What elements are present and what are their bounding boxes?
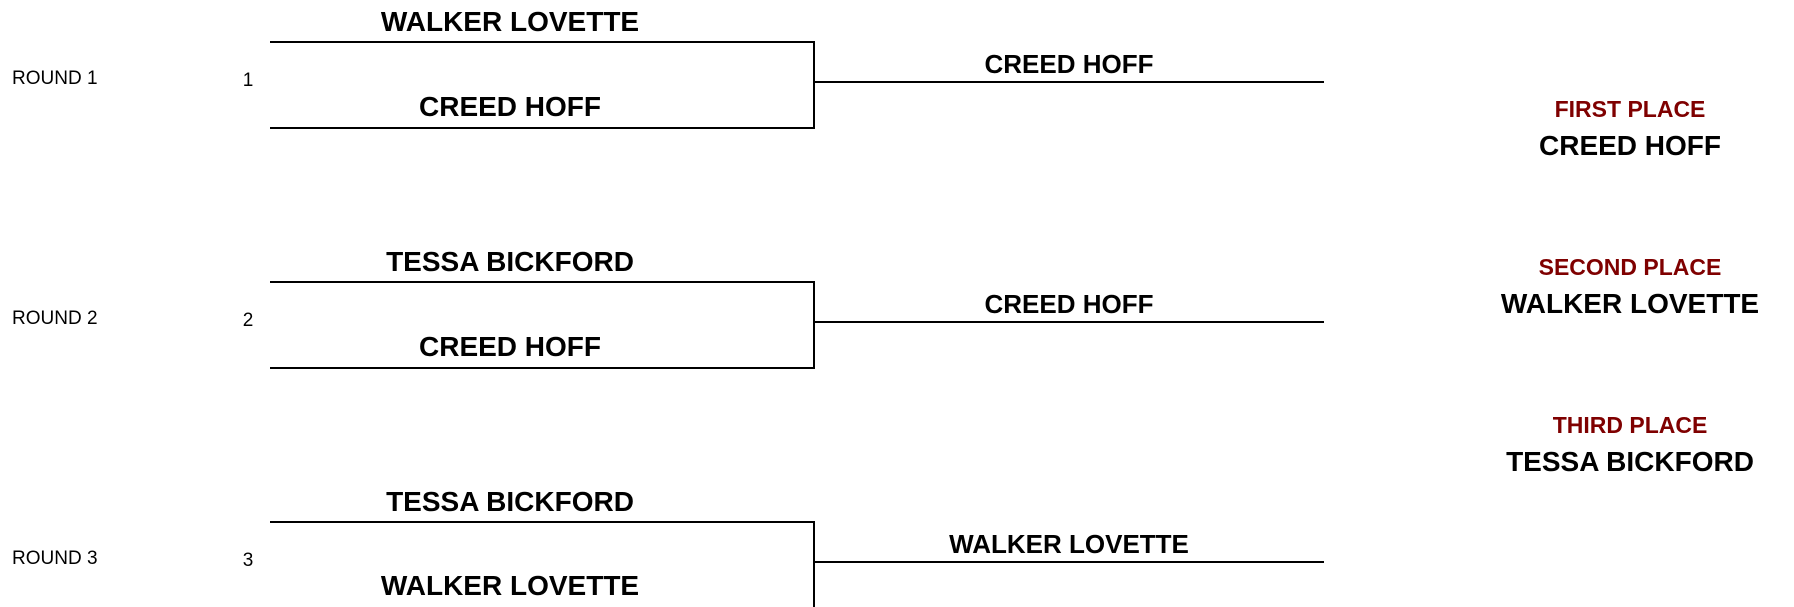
- competitor-bottom-name: WALKER LOVETTE: [380, 570, 640, 601]
- bracket-line-bottom: [270, 127, 814, 129]
- bracket-line-winner: [814, 321, 1324, 323]
- bracket-line-winner: [814, 561, 1324, 563]
- third-place-title: THIRD PLACE: [1552, 412, 1708, 438]
- round-label: ROUND 2: [12, 308, 98, 329]
- second-place-title: SECOND PLACE: [1538, 254, 1722, 280]
- bracket-line-top: [270, 521, 814, 523]
- round-winner-name: CREED HOFF: [984, 49, 1154, 79]
- match-number: 2: [242, 310, 254, 331]
- match-number: 1: [242, 70, 254, 91]
- round-winner-name: WALKER LOVETTE: [949, 529, 1189, 559]
- competitor-top-name: TESSA BICKFORD: [386, 246, 634, 277]
- second-place-name: WALKER LOVETTE: [1500, 288, 1760, 319]
- competitor-top-name: TESSA BICKFORD: [386, 486, 634, 517]
- third-place-name: TESSA BICKFORD: [1506, 446, 1754, 477]
- round-label: ROUND 1: [12, 68, 98, 89]
- first-place-title: FIRST PLACE: [1554, 96, 1706, 122]
- round-winner-name: CREED HOFF: [984, 289, 1154, 319]
- bracket-line-top: [270, 281, 814, 283]
- bracket-line-winner: [814, 81, 1324, 83]
- first-place-name: CREED HOFF: [1539, 130, 1721, 161]
- competitor-top-name: WALKER LOVETTE: [380, 6, 640, 37]
- competitor-bottom-name: CREED HOFF: [419, 91, 601, 122]
- bracket-line-top: [270, 41, 814, 43]
- round-label: ROUND 3: [12, 548, 98, 569]
- competitor-bottom-name: CREED HOFF: [419, 331, 601, 362]
- match-number: 3: [242, 550, 254, 571]
- bracket-line-bottom: [270, 367, 814, 369]
